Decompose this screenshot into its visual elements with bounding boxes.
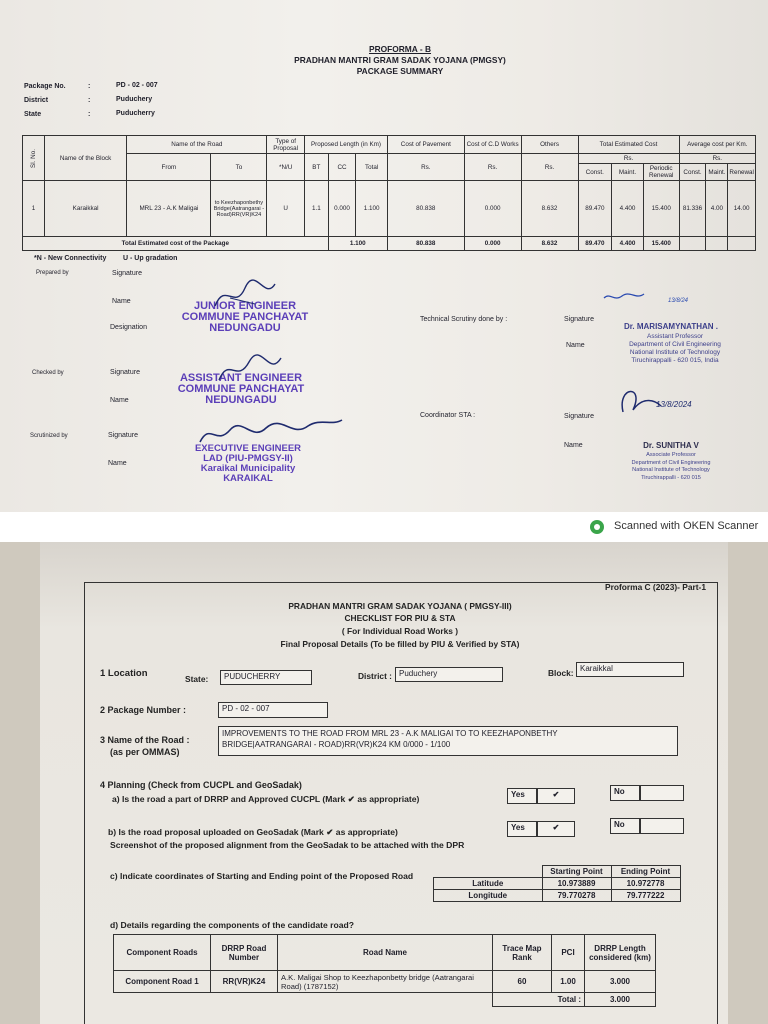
tec-header: Total Estimated Cost — [578, 136, 679, 154]
package-number-label: 2 Package Number : — [100, 705, 187, 715]
person1-details: Assistant Professor Department of Civil Engineering National Institute of Technology Tiruchirappalli - 620 015, India — [629, 333, 721, 364]
legend-upgrade: U - Up gradation — [123, 255, 178, 262]
package-number-field[interactable]: PD - 02 - 007 — [218, 702, 328, 718]
rs-header: Rs. — [464, 154, 521, 181]
from-header: From — [127, 154, 211, 181]
avg-maint-header: Maint. — [706, 164, 728, 181]
designation-label: Designation — [110, 324, 147, 331]
signature-label: Signature — [108, 432, 138, 439]
longitude-row: Longitude 79.770278 79.777222 — [434, 890, 681, 902]
latitude-row: Latitude 10.973889 10.972778 — [434, 878, 681, 890]
signature-label: Signature — [112, 270, 142, 277]
package-no-label: Package No. — [24, 83, 66, 90]
proforma-c-label: Proforma C (2023)- Part-1 — [605, 582, 706, 592]
no-option-a[interactable]: No — [610, 785, 640, 801]
colon: : — [88, 83, 91, 90]
question-a: a) Is the road a part of DRRP and Approved CUCPL (Mark ✔ as appropriate) — [112, 794, 420, 804]
maint-header: Maint. — [612, 164, 644, 181]
package-summary-table — [22, 135, 756, 251]
junior-engineer-stamp: JUNIOR ENGINEER COMMUNE PANCHAYAT NEDUNGADU — [181, 300, 309, 334]
assistant-engineer-stamp: ASSISTANT ENGINEER COMMUNE PANCHAYAT NEDUNGADU — [177, 372, 305, 406]
rs-header: Rs. — [521, 154, 578, 181]
district-field[interactable]: Puduchery — [395, 667, 503, 682]
question-b: b) Is the road proposal uploaded on GeoSadak (Mark ✔ as appropriate) — [108, 827, 398, 837]
technical-scrutiny-label: Technical Scrutiny done by : — [420, 316, 508, 323]
district-label: District — [24, 97, 49, 104]
person2-name: Dr. SUNITHA V — [643, 441, 699, 450]
signature-scribble — [600, 290, 660, 304]
cd-header: Cost of C.D Works — [464, 136, 521, 154]
date-handwritten: 13/8/24 — [668, 298, 689, 304]
tick-mark-b[interactable]: ✔ — [537, 821, 575, 837]
table-row: Component Road 1 RR(VR)K24 A.K. Maligai Shop to Keezhaponbetty bridge (Aatrangarai Road) (1787152) 60 1.00 3.000 — [114, 971, 656, 993]
final-proposal-title: Final Proposal Details (To be filled by PIU & Verified by STA) — [280, 639, 520, 649]
package-summary-title: PACKAGE SUMMARY — [356, 66, 444, 76]
bt-header: BT — [305, 154, 329, 181]
table-row: 1 Karaikkal MRL 23 - A.K Maligai to Keezhaponbethy Bridge(Aatrangarai - Road)RR(VR)K24 U 1.1 0.000 1.100 80.838 0.000 8.632 89.470 4.400 15.400 81.336 4.00 14.00 — [23, 181, 756, 237]
pavement-header: Cost of Pavement — [387, 136, 464, 154]
state-field[interactable]: PUDUCHERRY — [220, 670, 312, 685]
signature-label: Signature — [564, 413, 594, 420]
cc-header: CC — [328, 154, 356, 181]
state-label: State — [24, 111, 42, 118]
pmgsy-title: PRADHAN MANTRI GRAM SADAK YOJANA (PMGSY) — [294, 55, 506, 65]
screenshot-note: Screenshot of the proposed alignment from the GeoSadak to be attached with the DPR — [110, 840, 465, 850]
road-header: Name of the Road — [127, 136, 267, 154]
proforma-c-page — [40, 542, 728, 1024]
signature-scribble — [215, 352, 285, 387]
signature-label: Signature — [110, 369, 140, 376]
periodic-header: Periodic Renewal — [643, 164, 679, 181]
person2-details: Associate Professor Department of Civil Engineering National Institute of Technology Tiruchirappalli - 620 015 — [631, 452, 711, 481]
planning-label: 4 Planning (Check from CUCPL and GeoSadak) — [100, 780, 302, 790]
name-label: Name — [110, 397, 129, 404]
others-header: Others — [521, 136, 578, 154]
to-header: To — [211, 154, 267, 181]
question-d: d) Details regarding the components of the candidate road? — [110, 920, 354, 930]
components-table: Component Roads DRRP Road Number Road Name Trace Map Rank PCI DRRP Length considered (km) Component Road 1 RR(VR)K24 A.K. Maligai Shop to Keezhaponbetty bridge (Aatrangarai Road) (1787152) 60 1.00 3.000 Total : 3.000 — [113, 934, 656, 1007]
block-field[interactable]: Karaikkal — [576, 662, 684, 677]
package-no-value: PD - 02 - 007 — [116, 82, 158, 89]
renewal-header: Renewal — [728, 164, 756, 181]
signature-scribble — [196, 412, 346, 452]
avg-header: Average cost per Km. — [679, 136, 755, 154]
date-handwritten: 13/8/2024 — [656, 400, 692, 409]
tick-mark-a[interactable]: ✔ — [537, 788, 575, 804]
block-header: Name of the Block — [44, 136, 126, 181]
signature-label: Signature — [564, 316, 594, 323]
scanner-watermark-bar — [0, 512, 768, 542]
name-label: Name — [564, 442, 583, 449]
colon: : — [88, 97, 91, 104]
legend-new: *N - New Connectivity — [34, 255, 107, 262]
signature-scribble — [615, 376, 735, 421]
avg-const-header: Const. — [679, 164, 706, 181]
name-label: Name — [566, 342, 585, 349]
signature-scribble — [210, 276, 280, 316]
rs-header: Rs. — [679, 154, 755, 164]
proforma-b-title: PROFORMA - B — [368, 44, 432, 54]
district-label: District : — [358, 671, 392, 681]
const-header: Const. — [578, 164, 612, 181]
length-header: Proposed Length (in Km) — [305, 136, 388, 154]
pmgsy-iii-title: PRADHAN MANTRI GRAM SADAK YOJANA ( PMGSY-III) — [288, 601, 512, 611]
total-row: Total : 3.000 — [114, 993, 656, 1007]
yes-option-b[interactable]: Yes — [507, 821, 537, 837]
individual-works-title: ( For Individual Road Works ) — [341, 626, 459, 636]
type-header: Type of Proposal — [267, 136, 305, 154]
prepared-by-label: Prepared by — [36, 270, 69, 276]
person1-name: Dr. MARISAMYNATHAN . — [623, 322, 719, 331]
no-option-b[interactable]: No — [610, 818, 640, 834]
scrutinized-by-label: Scrutinized by — [30, 433, 68, 439]
scanner-label: Scanned with OKEN Scanner — [614, 520, 759, 532]
name-label: Name — [112, 298, 131, 305]
district-value: Puduchery — [116, 96, 153, 103]
block-label: Block: — [548, 668, 574, 678]
scanner-logo-icon — [590, 520, 604, 534]
location-label: 1 Location — [100, 668, 148, 679]
state-value: Puducherry — [116, 110, 155, 117]
total-header: Total — [356, 154, 388, 181]
road-name-label: 3 Name of the Road : — [100, 735, 190, 745]
sl-no-header: Sl. No. — [23, 136, 45, 181]
no-box-a[interactable] — [640, 785, 684, 801]
road-name-field[interactable]: IMPROVEMENTS TO THE ROAD FROM MRL 23 - A.K MALIGAI TO TO KEEZHAPONBETHY BRIDGE|AATRANGARAI - ROAD)RR(VR)K24 KM 0/000 - 1/100 — [218, 726, 678, 756]
road-name-sublabel: (as per OMMAS) — [110, 747, 180, 757]
rs-header: Rs. — [578, 154, 679, 164]
total-row: Total Estimated cost of the Package 1.100 80.838 0.000 8.632 89.470 4.400 15.400 — [23, 237, 756, 251]
question-c: c) Indicate coordinates of Starting and Ending point of the Proposed Road — [110, 871, 414, 881]
rs-header: Rs. — [387, 154, 464, 181]
type-code-header: *N/U — [267, 154, 305, 181]
checked-by-label: Checked by — [32, 370, 64, 376]
state-label: State: — [185, 674, 209, 684]
yes-option-a[interactable]: Yes — [507, 788, 537, 804]
checklist-title: CHECKLIST FOR PIU & STA — [344, 613, 456, 623]
executive-engineer-stamp: EXECUTIVE ENGINEER LAD (PIU-PMGSY-II) Karaikal Municipality KARAIKAL — [194, 443, 302, 484]
coordinates-table: Starting Point Ending Point Latitude 10.973889 10.972778 Longitude 79.770278 79.777222 — [433, 865, 681, 902]
no-box-b[interactable] — [640, 818, 684, 834]
name-label: Name — [108, 460, 127, 467]
coordinator-sta-label: Coordinator STA : — [420, 412, 476, 419]
colon: : — [88, 111, 91, 118]
